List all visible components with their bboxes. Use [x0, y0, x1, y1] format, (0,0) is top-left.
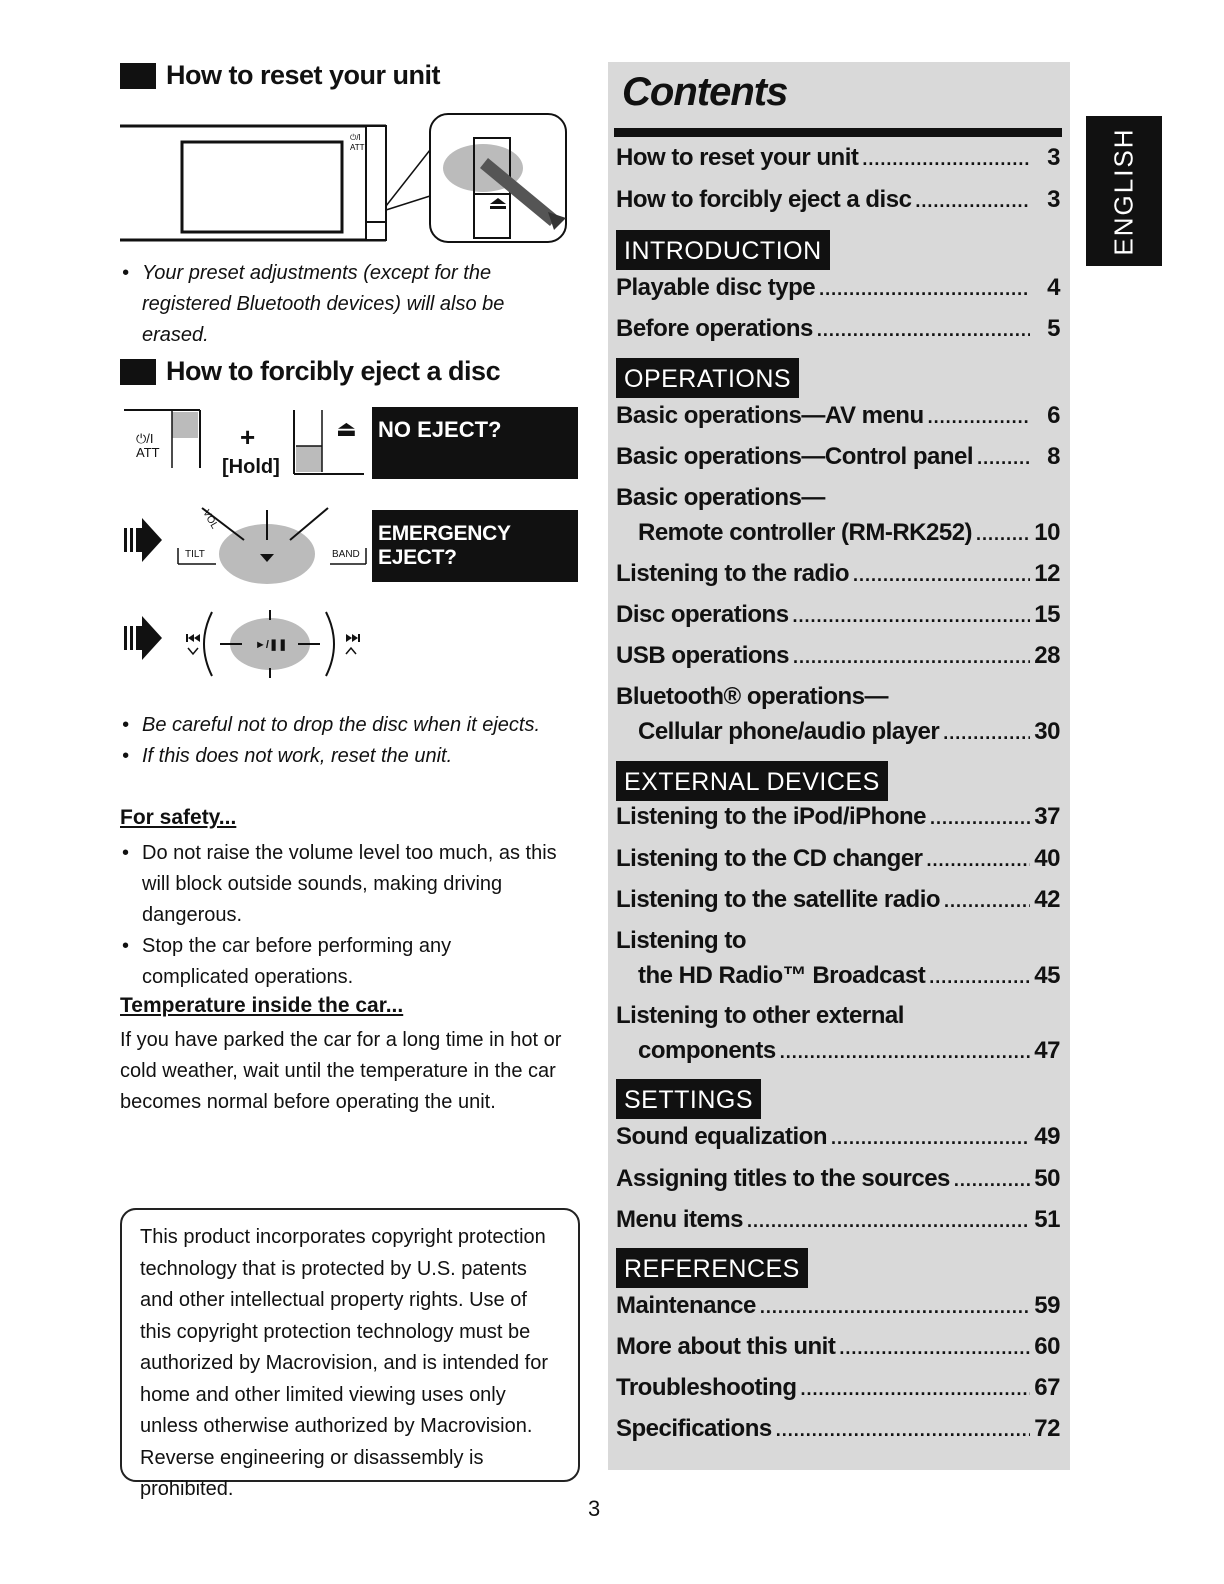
toc-entry[interactable]: Maintenance ..... 59 [616, 1292, 1060, 1320]
toc-entry-line1[interactable]: Basic operations— [616, 484, 825, 511]
category-operations: OPERATIONS [616, 358, 799, 398]
safety-heading: For safety... [120, 806, 237, 829]
toc-entry[interactable]: Listening to the CD changer ..... 40 [616, 845, 1060, 873]
eject-heading: How to forcibly eject a disc [120, 356, 500, 387]
toc-entry[interactable]: How to forcibly eject a disc ..... 3 [616, 186, 1060, 214]
eject-icon: ⏏ [336, 416, 357, 441]
toc-entry[interactable]: Basic operations—AV menu ..... 6 [616, 402, 1060, 430]
toc-entry[interactable]: the HD Radio™ Broadcast ..... 45 [638, 962, 1060, 990]
heading-marker [120, 63, 156, 89]
toc-entry-line1[interactable]: Listening to [616, 927, 746, 954]
reset-notes [120, 258, 560, 351]
toc-entry[interactable]: Remote controller (RM-RK252) ..... 10 [638, 519, 1060, 547]
plus-sign: + [240, 422, 256, 452]
lcd-no-eject: NO EJECT? [372, 407, 578, 479]
reset-illustration [118, 110, 573, 250]
toc-entry[interactable]: Playable disc type ..... 4 [616, 274, 1060, 302]
hold-label: [Hold] [222, 456, 280, 478]
heading-marker [120, 359, 156, 385]
power-att-button-illustration [122, 408, 202, 472]
svg-text:⏻/I: ⏻/I [350, 133, 361, 142]
toc-entry-line1[interactable]: Bluetooth® operations— [616, 683, 889, 710]
toc-entry[interactable]: Before operations ..... 5 [616, 315, 1060, 343]
toc-entry[interactable]: USB operations ..... 28 [616, 642, 1060, 670]
toc-entry[interactable]: components ..... 47 [638, 1037, 1060, 1065]
toc-entry[interactable]: Listening to the iPod/iPhone ..... 37 [616, 803, 1060, 831]
vol-label: VOL [200, 508, 220, 531]
language-tab[interactable]: ENGLISH [1086, 116, 1162, 266]
list-item: • Stop the car before performing any complicated operations. [120, 931, 560, 993]
temperature-heading: Temperature inside the car... [120, 994, 404, 1017]
toc-entry[interactable]: More about this unit ..... 60 [616, 1333, 1060, 1361]
copyright-notice: This product incorporates copyright protection technology that is protected by U.S. patents and other intellectual property rights. Use of this copyright protection technology must be authorized by Macrovision, and is intended for home and other limited viewing uses only unless otherwise authorized by Macrovision. Reverse engineering or disassembly is prohibited. [120, 1208, 580, 1482]
toc-entry-line1[interactable]: Listening to other external [616, 1002, 904, 1029]
safety-notes [120, 838, 560, 993]
toc-entry[interactable]: Cellular phone/audio player ..... 30 [638, 718, 1060, 746]
toc-entry[interactable]: Listening to the satellite radio ..... 42 [616, 886, 1060, 914]
category-introduction: INTRODUCTION [616, 230, 830, 270]
toc-entry[interactable]: Troubleshooting ..... 67 [616, 1374, 1060, 1402]
contents-title: Contents [622, 70, 788, 114]
arrow-right-icon [124, 512, 164, 568]
toc-entry[interactable]: Assigning titles to the sources ..... 50 [616, 1165, 1060, 1193]
temperature-text: If you have parked the car for a long time in hot or cold weather, wait until the temperature in the car becomes normal before operating the unit. [120, 1029, 562, 1113]
page-number: 3 [588, 1496, 601, 1521]
toc-entry[interactable]: Specifications ..... 72 [616, 1415, 1060, 1443]
category-references: REFERENCES [616, 1248, 808, 1288]
band-label: BAND [332, 549, 360, 560]
toc-entry[interactable]: How to reset your unit ..... 3 [616, 144, 1060, 172]
reset-heading: How to reset your unit [120, 60, 440, 91]
contents-divider [614, 128, 1062, 137]
toc-entry[interactable]: Menu items ..... 51 [616, 1206, 1060, 1234]
list-item: • Be careful not to drop the disc when it ejects. [120, 710, 560, 741]
arrow-right-icon [124, 610, 164, 666]
eject-notes [120, 710, 560, 772]
list-item: • If this does not work, reset the unit. [120, 741, 560, 772]
category-settings: SETTINGS [616, 1079, 761, 1119]
lcd-emergency-eject: EMERGENCY EJECT? [372, 510, 578, 582]
toc-entry[interactable]: Basic operations—Control panel ..... 8 [616, 443, 1060, 471]
svg-text:ATT: ATT [350, 143, 365, 152]
list-item: • Your preset adjustments (except for the registered Bluetooth devices) will also be erased. [120, 258, 560, 351]
toc-entry[interactable]: Sound equalization ..... 49 [616, 1123, 1060, 1151]
toc-entry[interactable]: Listening to the radio ..... 12 [616, 560, 1060, 588]
tilt-label: TILT [185, 549, 205, 560]
power-label: ⏻/I ATT [136, 431, 160, 460]
toc-entry[interactable]: Disc operations ..... 15 [616, 601, 1060, 629]
list-item: • Do not raise the volume level too much, as this will block outside sounds, making driving dangerous. [120, 838, 560, 931]
play-pause-label: ►/❚❚ [255, 639, 288, 651]
category-external-devices: EXTERNAL DEVICES [616, 761, 888, 801]
